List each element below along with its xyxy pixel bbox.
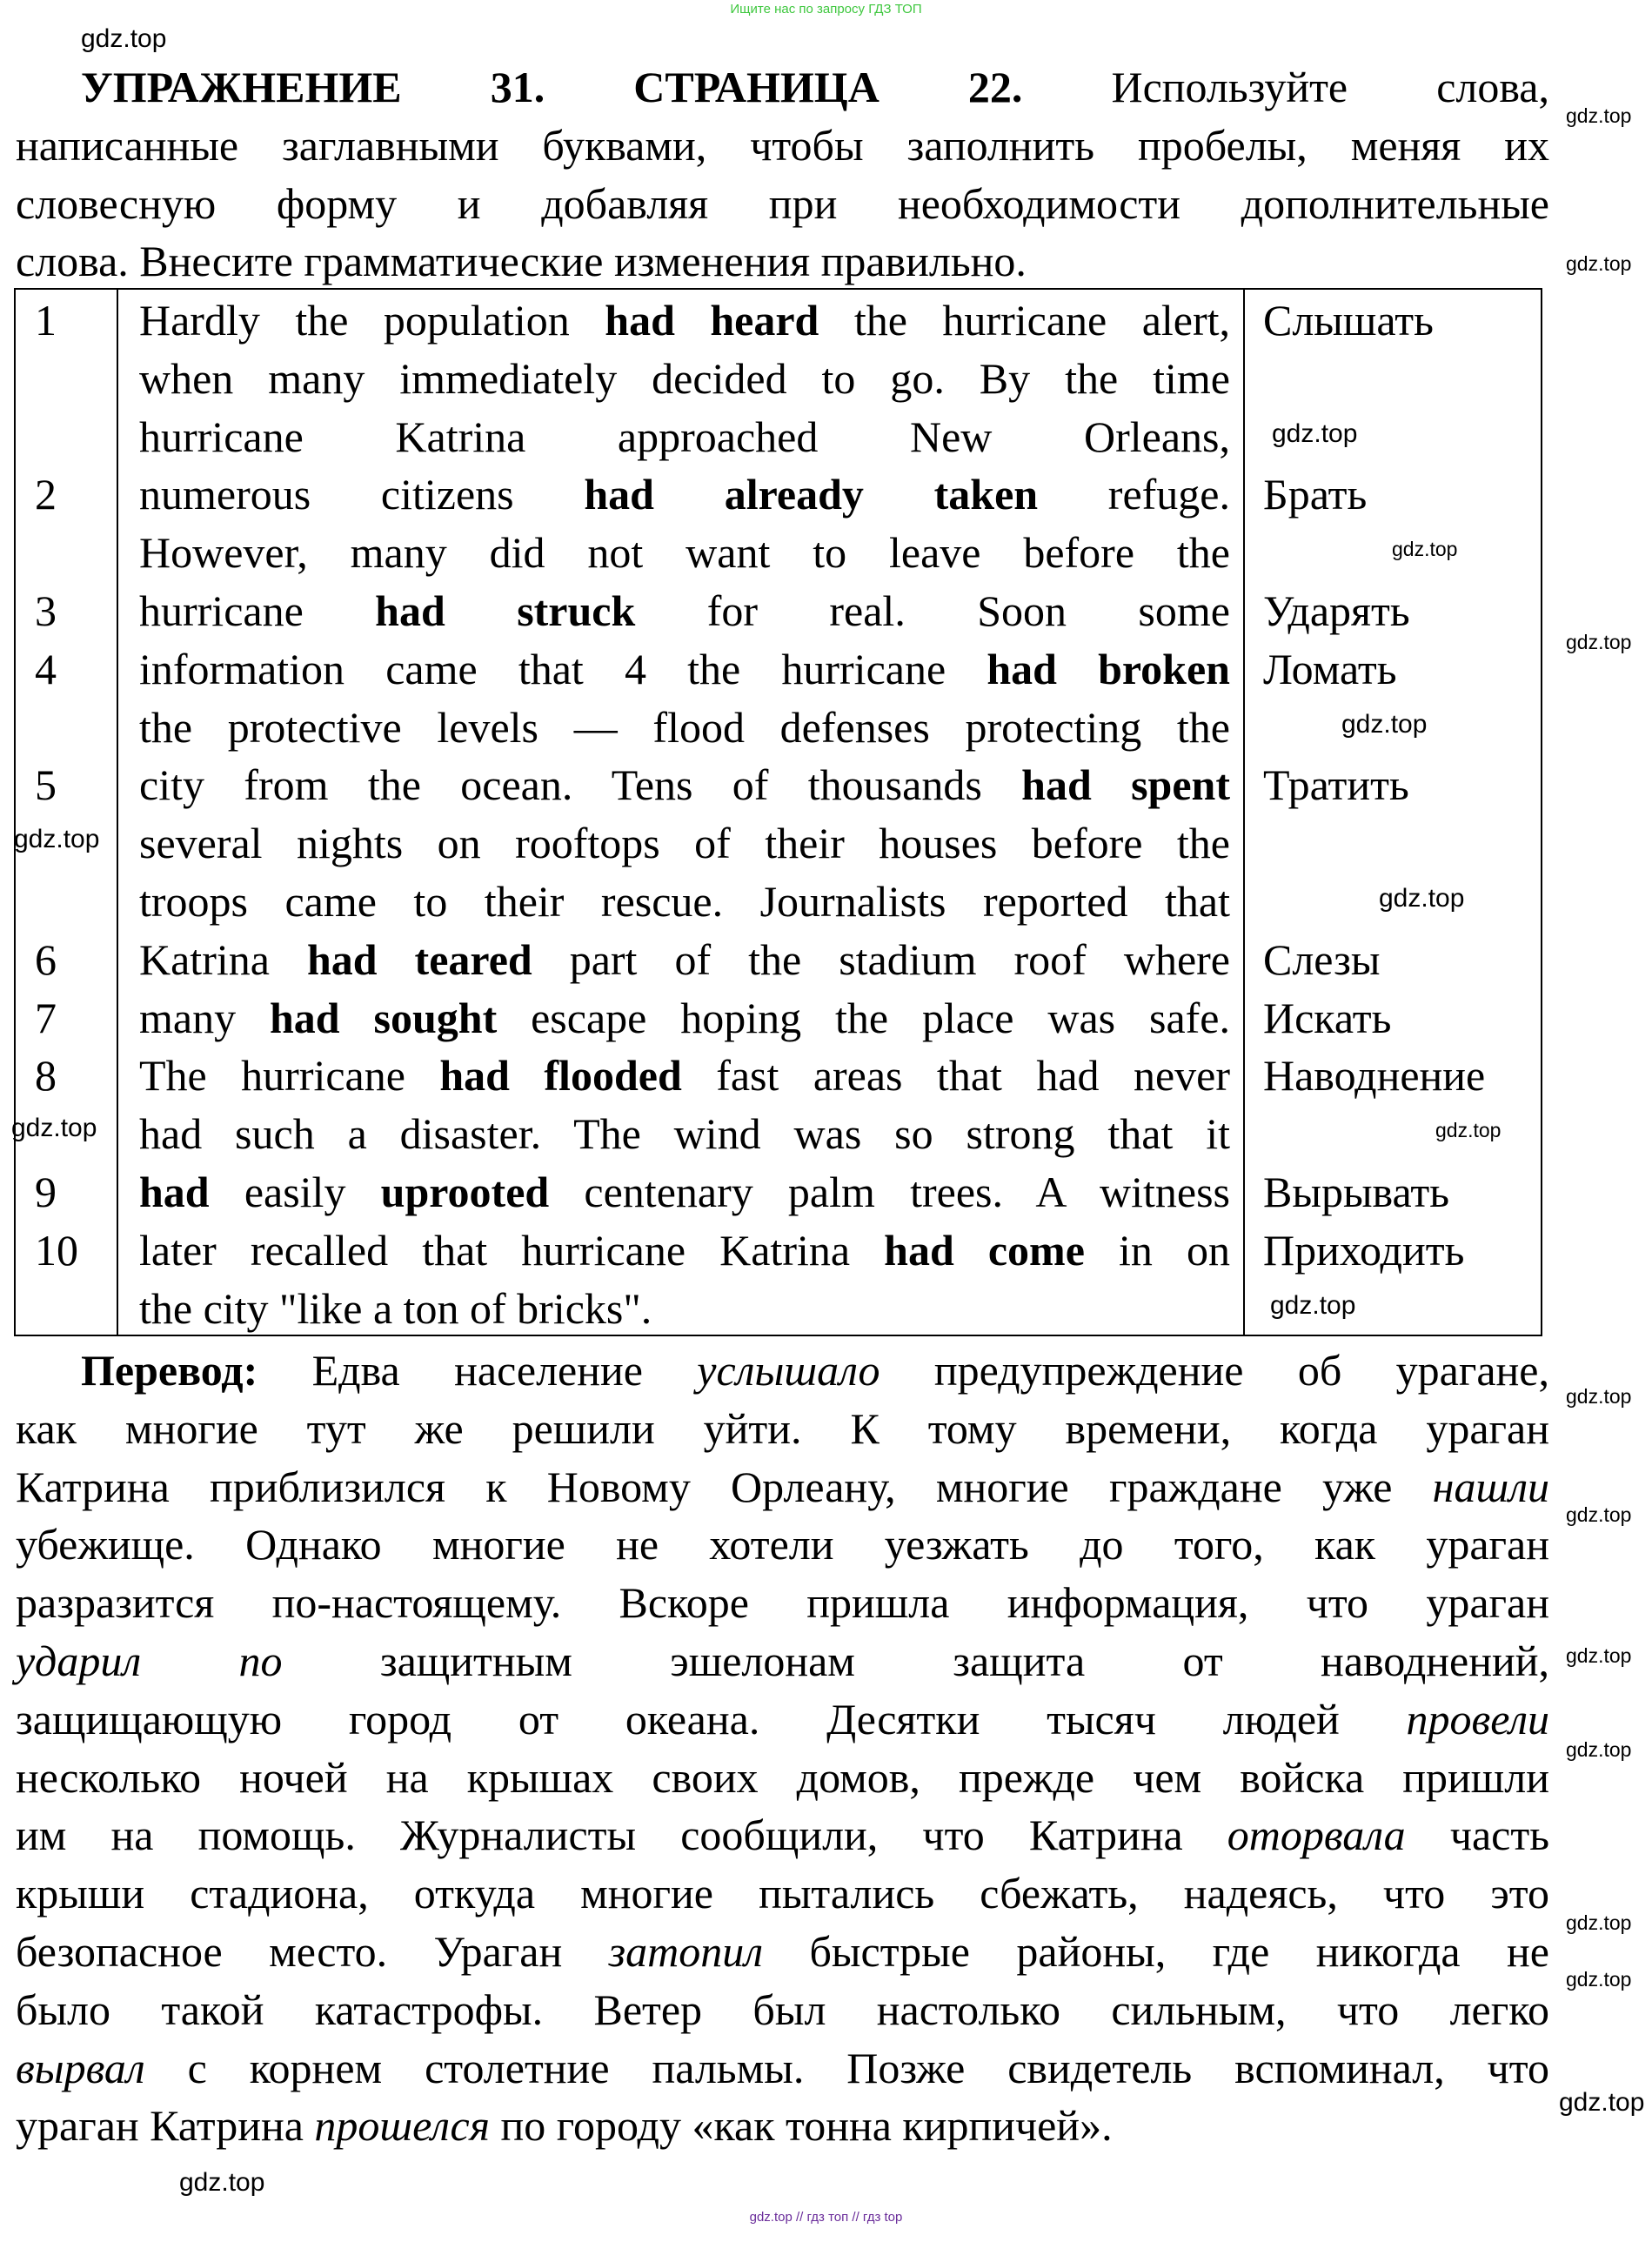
row-text	[139, 582, 1230, 640]
bold-text: had	[139, 1168, 210, 1216]
text-segment: many	[139, 993, 270, 1042]
row-answer-word: Брать	[1263, 470, 1368, 519]
text-segment: when many immediately decided to go. By the time	[139, 353, 1230, 403]
text-segment: с корнем столетние пальмы. Позже свидетель вспоминал, что	[144, 2043, 1549, 2092]
row-number: 9	[35, 1168, 57, 1216]
watermark: gdz.top	[1379, 884, 1465, 913]
translation-line	[16, 1458, 1549, 1516]
row-text	[139, 756, 1230, 814]
row-text	[139, 814, 1230, 873]
row-number: 3	[35, 586, 57, 635]
text-segment: как многие тут же решили уйти. К тому времени, когда ураган	[16, 1403, 1549, 1453]
watermark: gdz.top	[179, 2168, 265, 2197]
bold-text: had sought	[269, 993, 498, 1042]
row-answer-word: Тратить	[1263, 760, 1409, 810]
text-segment: крыши стадиона, откуда многие пытались сбежать, надеясь, что это	[16, 1869, 1549, 1918]
table-row	[16, 640, 1541, 699]
row-text	[139, 1280, 1230, 1338]
translation-line	[16, 1516, 1549, 1574]
bold-text: had struck	[375, 586, 636, 635]
watermark: gdz.top	[1566, 1968, 1632, 1991]
translation-line	[81, 1342, 1549, 1400]
text-segment: However, many did not want to leave before the	[139, 528, 1230, 578]
text-segment: The hurricane	[139, 1051, 440, 1101]
text-segment: Katrina	[139, 934, 307, 984]
watermark: gdz.top	[1566, 1503, 1632, 1526]
italic-text: вырвал	[16, 2043, 145, 2092]
watermark: gdz.top	[1566, 252, 1632, 275]
text-segment: information came that 4 the hurricane	[139, 644, 987, 693]
text-segment: troops came to their rescue. Journalists reported that	[139, 877, 1230, 926]
text-segment: hurricane	[139, 586, 376, 635]
row-answer-word: Слезы	[1263, 934, 1381, 984]
text-segment: hurricane Katrina approached New Orleans,	[139, 412, 1230, 461]
translation-line	[16, 1400, 1549, 1458]
text-segment: словесную форму и добавляя при необходимости дополнительные	[16, 178, 1549, 228]
text-segment: предупреждение об урагане,	[880, 1346, 1549, 1395]
text-segment: the protective levels — flood defenses protecting the	[139, 702, 1230, 752]
row-number: 1	[35, 296, 57, 345]
text-segment: Едва население	[257, 1346, 698, 1395]
bold-text: had spent	[1021, 760, 1231, 810]
watermark: gdz.top	[1272, 419, 1358, 448]
translation-line	[16, 2097, 1549, 2155]
text-segment: had such a disaster. The wind was so strong that it	[139, 1109, 1230, 1159]
text-segment: for real. Soon some	[635, 586, 1230, 635]
table-row	[16, 524, 1541, 582]
row-number: 6	[35, 934, 57, 984]
row-answer-word: Вырывать	[1263, 1168, 1450, 1216]
row-text	[139, 291, 1230, 350]
table-row	[16, 989, 1541, 1047]
table-row	[16, 1163, 1541, 1221]
text-segment: ураган Катрина	[16, 2101, 315, 2151]
header-line	[16, 117, 1549, 175]
translation-line	[16, 1574, 1549, 1632]
row-number: 2	[35, 470, 57, 519]
watermark: gdz.top	[14, 825, 100, 853]
watermark: gdz.top	[1435, 1119, 1502, 1141]
row-text	[139, 640, 1230, 699]
italic-text: ударил по	[16, 1636, 283, 1685]
row-text	[139, 1163, 1230, 1221]
row-text	[139, 1105, 1230, 1163]
text-segment: убежище. Однако многие не хотели уезжать до того, как ураган	[16, 1520, 1549, 1569]
translation-line	[16, 1749, 1549, 1807]
translation-line	[16, 1806, 1549, 1864]
text-segment: защищающую город от океана. Десятки тысяч людей	[16, 1694, 1407, 1743]
text-segment: несколько ночей на крышах своих домов, прежде чем войска пришли	[16, 1752, 1549, 1802]
text-segment: часть	[1405, 1810, 1550, 1860]
translation-line	[16, 2039, 1549, 2098]
text-segment: им на помощь. Журналисты сообщили, что Катрина	[16, 1810, 1227, 1860]
header-line	[81, 58, 1549, 117]
text-segment: Hardly the population	[139, 296, 605, 345]
text-segment: city from the ocean. Tens of thousands	[139, 760, 1022, 810]
translation-line	[16, 1923, 1549, 1981]
translation-line	[16, 1632, 1549, 1690]
table-row	[16, 582, 1541, 640]
text-segment: numerous citizens	[139, 470, 585, 519]
watermark: gdz.top	[1566, 1911, 1632, 1934]
row-number: 5	[35, 760, 57, 810]
text-segment: безопасное место. Ураган	[16, 1927, 609, 1976]
text-segment: the city "like a ton of bricks".	[139, 1283, 652, 1333]
table-row	[16, 350, 1541, 408]
table-row	[16, 873, 1541, 931]
text-segment: написанные заглавными буквами, чтобы заполнить пробелы, меняя их	[16, 120, 1549, 170]
header-line	[16, 232, 1549, 291]
row-text	[139, 1221, 1230, 1280]
text-segment: по городу «как тонна кирпичей».	[489, 2101, 1113, 2151]
text-segment: easily	[209, 1168, 381, 1216]
italic-text: провели	[1406, 1694, 1549, 1743]
text-segment: разразится по-настоящему. Вскоре пришла информация, что ураган	[16, 1578, 1549, 1628]
table-row	[16, 931, 1541, 989]
watermark: gdz.top	[1270, 1291, 1356, 1320]
watermark: gdz.top	[81, 24, 167, 53]
row-text	[139, 408, 1230, 466]
table-row	[16, 1105, 1541, 1163]
bold-text: УПРАЖНЕНИЕ 31. СТРАНИЦА 22.	[81, 63, 1023, 111]
bottom-banner: gdz.top // гдз топ // гдз top	[749, 2210, 903, 2225]
row-text	[139, 873, 1230, 931]
bold-text: Перевод:	[81, 1346, 258, 1395]
row-answer-word: Ударять	[1263, 586, 1410, 635]
row-number: 7	[35, 993, 57, 1042]
text-segment: part of the stadium roof where	[532, 934, 1230, 984]
top-banner: Ищите нас по запросу ГДЗ ТОП	[730, 2, 922, 17]
table-row	[16, 699, 1541, 757]
bold-text: had flooded	[439, 1051, 682, 1101]
table-row	[16, 291, 1541, 350]
bold-text: had teared	[306, 934, 532, 984]
text-segment: было такой катастрофы. Ветер был настолько сильным, что легко	[16, 1984, 1549, 2034]
text-segment: Катрина приблизился к Новому Орлеану, многие граждане уже	[16, 1462, 1433, 1511]
header-line	[16, 175, 1549, 233]
watermark: gdz.top	[1566, 1738, 1632, 1761]
table-row	[16, 814, 1541, 873]
text-segment: in on	[1084, 1225, 1230, 1275]
row-text	[139, 350, 1230, 408]
translation-line	[16, 1864, 1549, 1923]
row-answer-word: Ломать	[1263, 644, 1397, 693]
translation-line	[16, 1690, 1549, 1749]
row-answer-word: Приходить	[1263, 1225, 1465, 1275]
watermark: gdz.top	[11, 1114, 97, 1142]
italic-text: услышало	[697, 1346, 880, 1395]
text-segment: слова. Внесите грамматические изменения правильно.	[16, 237, 1027, 286]
row-number: 4	[35, 644, 57, 693]
text-segment: refuge.	[1038, 470, 1230, 519]
row-text	[139, 989, 1230, 1047]
watermark: gdz.top	[1566, 631, 1632, 653]
watermark: gdz.top	[1566, 104, 1632, 127]
text-segment: escape hoping the place was safe.	[497, 993, 1230, 1042]
table-row	[16, 465, 1541, 524]
watermark: gdz.top	[1566, 1385, 1632, 1408]
bold-text: had come	[884, 1225, 1085, 1275]
table-row	[16, 756, 1541, 814]
text-segment: Используйте слова,	[1022, 63, 1549, 111]
row-text	[139, 524, 1230, 582]
text-segment: the hurricane alert,	[819, 296, 1231, 345]
row-answer-word: Слышать	[1263, 296, 1434, 345]
row-text	[139, 465, 1230, 524]
row-text	[139, 1047, 1230, 1105]
watermark: gdz.top	[1392, 538, 1458, 560]
row-number: 10	[35, 1225, 78, 1275]
watermark: gdz.top	[1559, 2088, 1645, 2117]
row-number: 8	[35, 1051, 57, 1101]
watermark: gdz.top	[1566, 1644, 1632, 1667]
text-segment: fast areas that had never	[681, 1051, 1230, 1101]
italic-text: прошелся	[314, 2101, 490, 2151]
bold-text: uprooted	[380, 1168, 550, 1216]
row-text	[139, 699, 1230, 757]
table-row	[16, 1221, 1541, 1280]
table-row	[16, 1047, 1541, 1105]
translation-line	[16, 1981, 1549, 2039]
text-segment: быстрые районы, где никогда не	[763, 1927, 1549, 1976]
italic-text: оторвала	[1227, 1810, 1406, 1860]
bold-text: had already taken	[584, 470, 1039, 519]
watermark: gdz.top	[1341, 710, 1428, 739]
italic-text: нашли	[1432, 1462, 1549, 1511]
italic-text: затопил	[608, 1927, 764, 1976]
text-segment: several nights on rooftops of their houses before the	[139, 819, 1230, 868]
text-segment: centenary palm trees. A witness	[549, 1168, 1230, 1216]
text-segment: защитным эшелонам защита от наводнений,	[282, 1636, 1549, 1685]
text-segment: later recalled that hurricane Katrina	[139, 1225, 885, 1275]
row-answer-word: Наводнение	[1263, 1051, 1486, 1101]
row-text	[139, 931, 1230, 989]
row-answer-word: Искать	[1263, 993, 1392, 1042]
bold-text: had heard	[605, 296, 819, 345]
bold-text: had broken	[987, 644, 1230, 693]
